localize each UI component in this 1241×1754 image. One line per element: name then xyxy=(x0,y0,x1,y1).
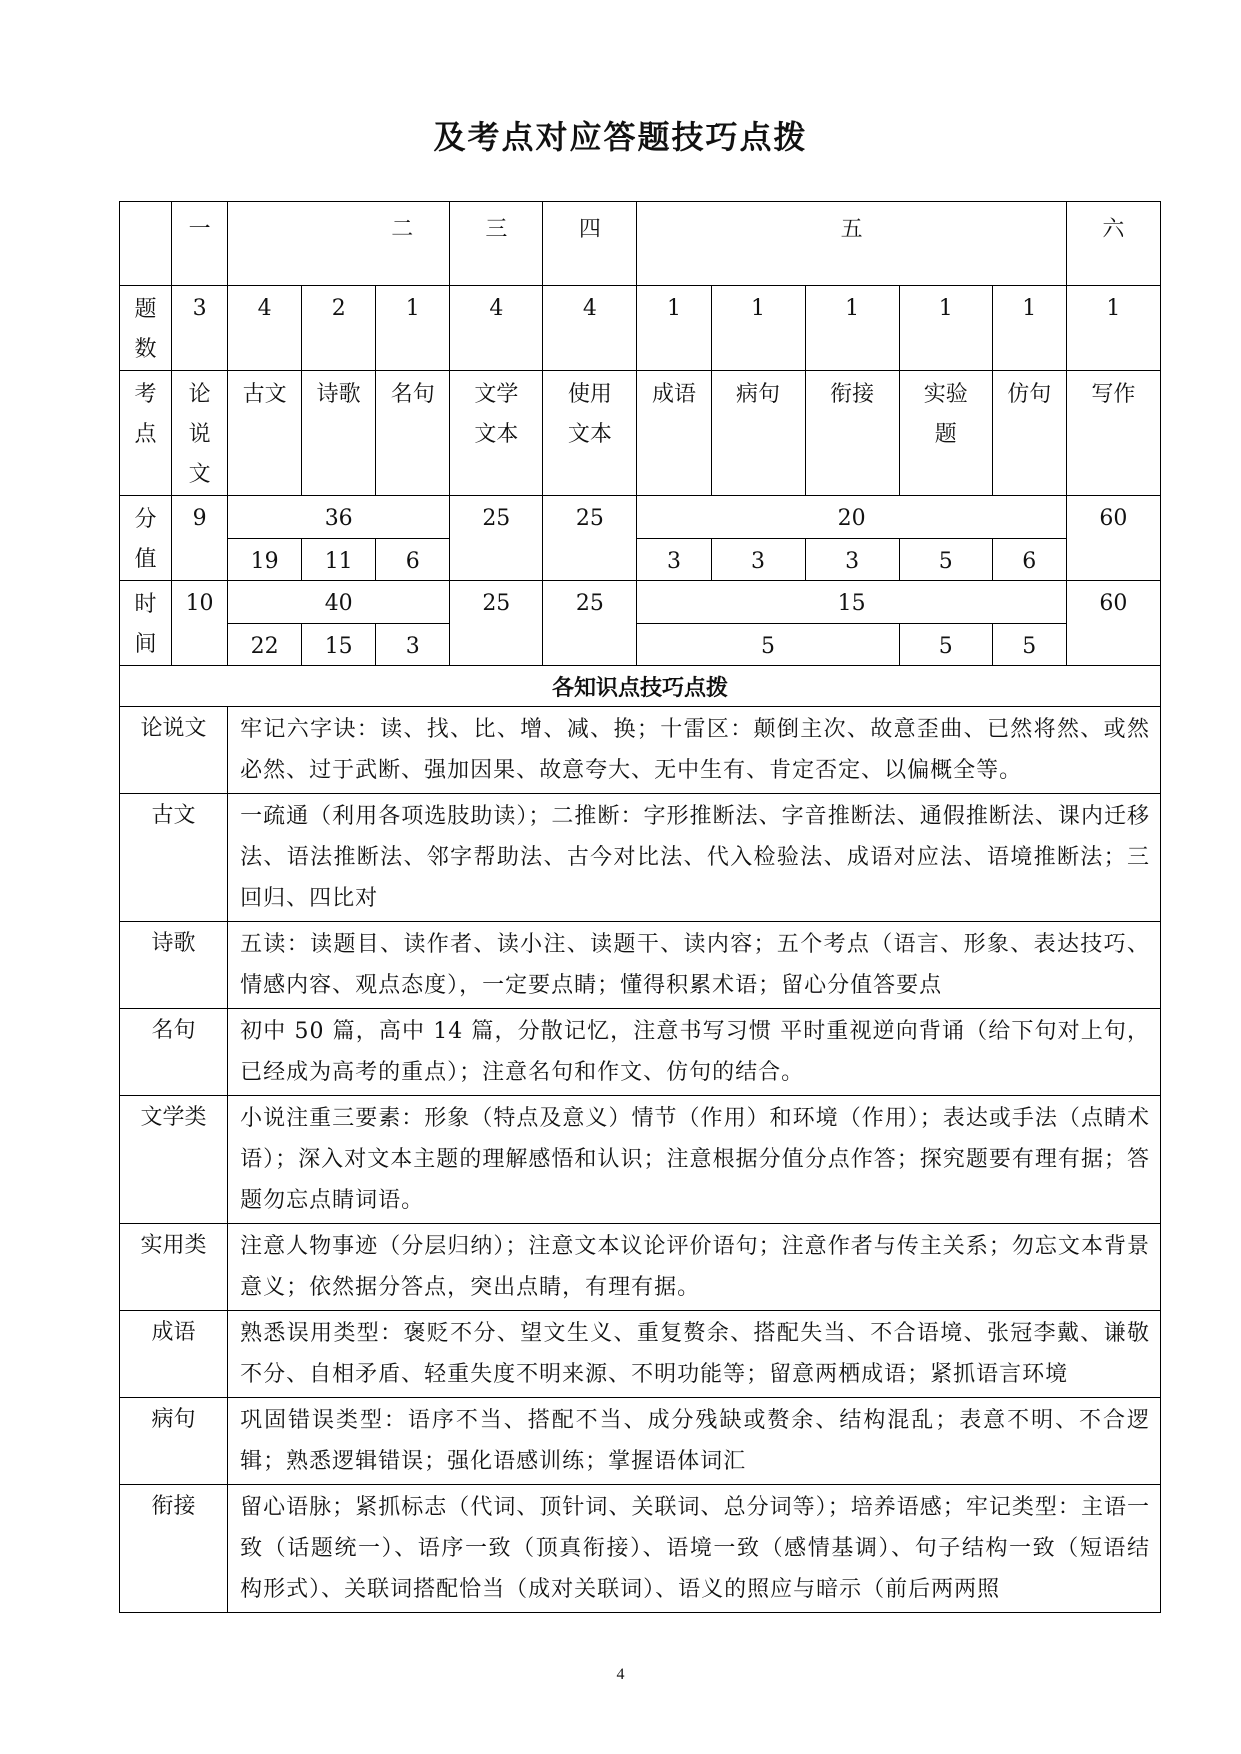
score-part-cell: 5 xyxy=(899,538,992,581)
exam-point-cell: 名句 xyxy=(376,371,450,496)
time-cell: 25 xyxy=(450,581,543,666)
exam-point-cell: 仿句 xyxy=(992,371,1066,496)
tip-row xyxy=(120,707,1161,794)
section-title-row xyxy=(120,666,1161,707)
score-subrow xyxy=(120,538,1161,581)
count-cell: 4 xyxy=(543,286,637,371)
exam-point-cell: 病句 xyxy=(711,371,805,496)
header-cell: 三 xyxy=(450,202,543,286)
score-cell: 25 xyxy=(450,496,543,581)
tip-row xyxy=(120,1009,1161,1096)
header-cell: 四 xyxy=(543,202,637,286)
tip-name: 诗歌 xyxy=(120,922,228,1009)
count-cell: 1 xyxy=(992,286,1066,371)
exam-point-cell: 论说文 xyxy=(172,371,228,496)
count-cell: 3 xyxy=(172,286,228,371)
tip-row xyxy=(120,1224,1161,1311)
tip-name: 成语 xyxy=(120,1311,228,1398)
tip-row xyxy=(120,1398,1161,1485)
tip-row xyxy=(120,922,1161,1009)
time-part-cell: 22 xyxy=(228,623,302,666)
exam-points-row xyxy=(120,371,1161,496)
tip-text: 熟悉误用类型：褒贬不分、望文生义、重复赘余、搭配失当、不合语境、张冠李戴、谦敬不分、自相矛盾、轻重失度不明来源、不明功能等；留意两栖成语；紧抓语言环境 xyxy=(228,1311,1161,1398)
count-cell: 2 xyxy=(302,286,376,371)
tip-row xyxy=(120,1311,1161,1398)
exam-table xyxy=(119,201,1161,1613)
count-cell: 1 xyxy=(805,286,899,371)
score-cell: 9 xyxy=(172,496,228,581)
tip-text: 注意人物事迹（分层归纳）；注意文本议论评价语句；注意作者与传主关系；勿忘文本背景意义；依然据分答点，突出点睛，有理有据。 xyxy=(228,1224,1161,1311)
tip-text: 小说注重三要素：形象（特点及意义）情节（作用）和环境（作用）；表达或手法（点睛术语）；深入对文本主题的理解感悟和认识；注意根据分值分点作答；探究题要有理有据；答题勿忘点睛词语。 xyxy=(228,1096,1161,1224)
tip-name: 病句 xyxy=(120,1398,228,1485)
count-cell: 1 xyxy=(637,286,711,371)
section-title: 各知识点技巧点拨 xyxy=(120,666,1161,707)
question-count-row xyxy=(120,286,1161,371)
header-row xyxy=(120,202,1161,286)
header-cell: 二 xyxy=(228,202,450,286)
exam-point-cell: 实验题 xyxy=(899,371,992,496)
score-part-cell: 3 xyxy=(637,538,711,581)
header-cell: 一 xyxy=(172,202,228,286)
score-part-cell: 6 xyxy=(376,538,450,581)
tip-name: 文学类 xyxy=(120,1096,228,1224)
tip-text: 五读：读题目、读作者、读小注、读题干、读内容；五个考点（语言、形象、表达技巧、情感内容、观点态度），一定要点睛；懂得积累术语；留心分值答要点 xyxy=(228,922,1161,1009)
exam-point-cell: 衔接 xyxy=(805,371,899,496)
time-cell: 25 xyxy=(543,581,637,666)
row-label: 考 点 xyxy=(120,371,172,496)
time-cell: 10 xyxy=(172,581,228,666)
tip-name: 论说文 xyxy=(120,707,228,794)
score-cell: 25 xyxy=(543,496,637,581)
score-part-cell: 3 xyxy=(711,538,805,581)
tip-name: 名句 xyxy=(120,1009,228,1096)
count-cell: 4 xyxy=(450,286,543,371)
time-subrow xyxy=(120,623,1161,666)
tip-text: 一疏通（利用各项选肢助读）；二推断：字形推断法、字音推断法、通假推断法、课内迁移法、语法推断法、邻字帮助法、古今对比法、代入检验法、成语对应法、语境推断法；三回归、四比对 xyxy=(228,794,1161,922)
time-part-cell: 15 xyxy=(302,623,376,666)
time-total-cell: 40 xyxy=(228,581,450,624)
exam-point-cell: 使用文本 xyxy=(543,371,637,496)
exam-point-cell: 写作 xyxy=(1066,371,1160,496)
row-label: 题 数 xyxy=(120,286,172,371)
tip-name: 古文 xyxy=(120,794,228,922)
tip-name: 衔接 xyxy=(120,1485,228,1613)
tip-row xyxy=(120,794,1161,922)
corner-cell xyxy=(120,202,172,286)
time-cell: 60 xyxy=(1066,581,1160,666)
score-part-cell: 19 xyxy=(228,538,302,581)
tip-name: 实用类 xyxy=(120,1224,228,1311)
score-row xyxy=(120,496,1161,539)
row-label: 分 值 xyxy=(120,496,172,581)
tip-text: 牢记六字诀：读、找、比、增、减、换；十雷区：颠倒主次、故意歪曲、已然将然、或然必然、过于武断、强加因果、故意夸大、无中生有、肯定否定、以偏概全等。 xyxy=(228,707,1161,794)
header-cell: 五 xyxy=(637,202,1066,286)
exam-point-cell: 古文 xyxy=(228,371,302,496)
count-cell: 1 xyxy=(899,286,992,371)
time-part-cell: 5 xyxy=(992,623,1066,666)
count-cell: 1 xyxy=(376,286,450,371)
page-number: 4 xyxy=(616,1666,625,1683)
time-part-cell: 5 xyxy=(899,623,992,666)
score-part-cell: 6 xyxy=(992,538,1066,581)
score-part-cell: 11 xyxy=(302,538,376,581)
tip-text: 初中 50 篇，高中 14 篇，分散记忆，注意书写习惯 平时重视逆向背诵（给下句对上句，已经成为高考的重点）；注意名句和作文、仿句的结合。 xyxy=(228,1009,1161,1096)
tip-text: 巩固错误类型：语序不当、搭配不当、成分残缺或赘余、结构混乱；表意不明、不合逻辑；熟悉逻辑错误；强化语感训练；掌握语体词汇 xyxy=(228,1398,1161,1485)
score-part-cell: 3 xyxy=(805,538,899,581)
score-total-cell: 20 xyxy=(637,496,1066,539)
tip-text: 留心语脉；紧抓标志（代词、顶针词、关联词、总分词等）；培养语感；牢记类型：主语一致（话题统一）、语序一致（顶真衔接）、语境一致（感情基调）、句子结构一致（短语结构形式）、关联词搭配恰当（成对关联词）、语义的照应与暗示（前后两两照 xyxy=(228,1485,1161,1613)
exam-point-cell: 成语 xyxy=(637,371,711,496)
tip-row xyxy=(120,1096,1161,1224)
exam-point-cell: 文学文本 xyxy=(450,371,543,496)
count-cell: 4 xyxy=(228,286,302,371)
time-total-cell: 15 xyxy=(637,581,1066,624)
exam-point-cell: 诗歌 xyxy=(302,371,376,496)
row-label: 时 间 xyxy=(120,581,172,666)
header-cell: 六 xyxy=(1066,202,1160,286)
page-title: 及考点对应答题技巧点拨 xyxy=(433,118,808,156)
count-cell: 1 xyxy=(1066,286,1160,371)
time-row xyxy=(120,581,1161,624)
time-part-cell: 5 xyxy=(637,623,899,666)
score-cell: 60 xyxy=(1066,496,1160,581)
count-cell: 1 xyxy=(711,286,805,371)
score-total-cell: 36 xyxy=(228,496,450,539)
tip-row xyxy=(120,1485,1161,1613)
time-part-cell: 3 xyxy=(376,623,450,666)
